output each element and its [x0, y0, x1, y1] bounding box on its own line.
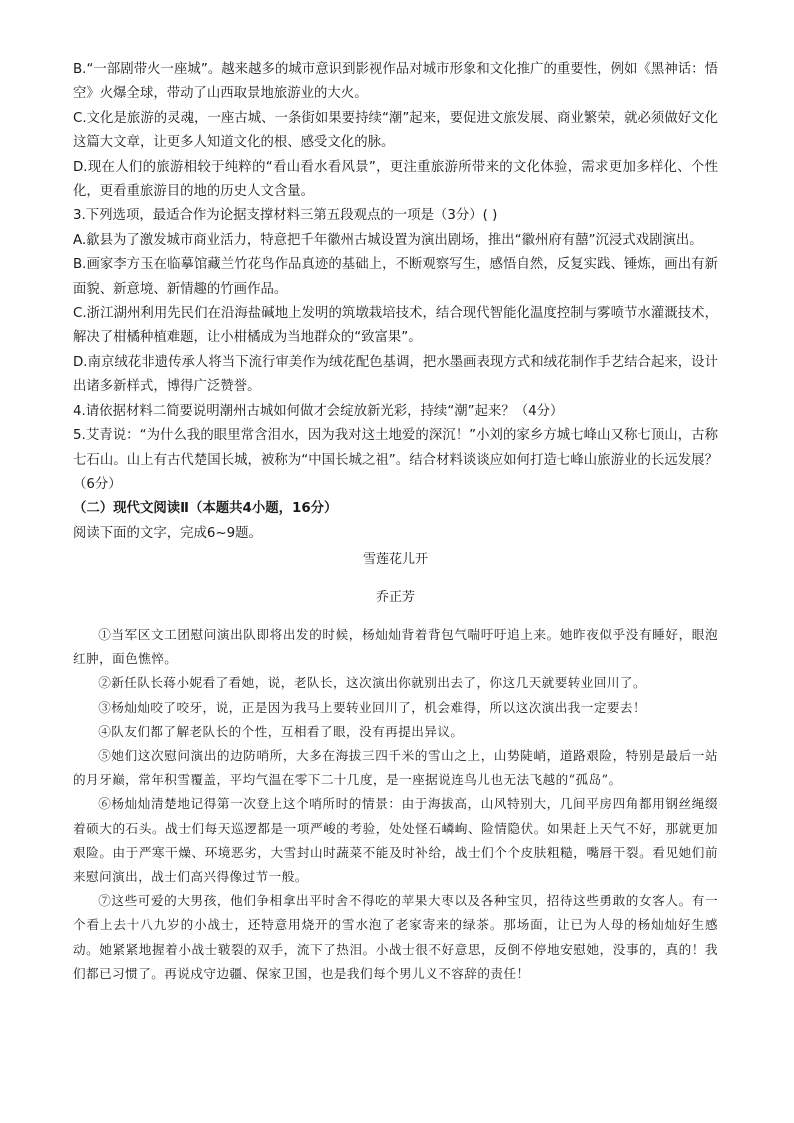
option-q3-d: D.南京绒花非遗传承人将当下流行审美作为绒花配色基调，把水墨画表现方式和绒花制作手艺结合起来，设计出诸多新样式，博得广泛赞誉。: [73, 354, 718, 395]
question-4: 4.请依据材料二简要说明潮州古城如何做才会绽放新光彩，持续“潮”起来？（4分）: [73, 403, 564, 419]
reading-instruction: 阅读下面的文字，完成6~9题。: [73, 525, 262, 541]
story-paragraph-6: ⑥杨灿灿清楚地记得第一次登上这个哨所时的情景：由于海拔高，山风特别大，几间平房四角都用钢丝绳缀着硕大的石头。战士们每天巡逻都是一项严峻的考验，处处怪石嶙峋、险情隐伏。如果赶上天气不好，那就更加艰险。由于严寒干燥、环境恶劣，大雪封山时蔬菜不能及时补给，战士们个个皮肤粗糙，嘴唇干裂。看见她们前来慰问演出，战士们高兴得像过节一般。: [73, 796, 718, 884]
question-5: 5.艾青说：“为什么我的眼里常含泪水，因为我对这土地爱的深沉！”小刘的家乡方城七峰山又称七顶山，古称七石山。山上有古代楚国长城，被称为“中国长城之祖”。结合材料谈谈应如何打造七峰山旅游业的长远发展？（6分）: [73, 428, 718, 492]
story-paragraph-1: ①当军区文工团慰问演出队即将出发的时候，杨灿灿背着背包气喘吁吁追上来。她昨夜似乎没有睡好，眼泡红肿，面色憔悴。: [73, 626, 718, 667]
story-paragraph-4: ④队友们都了解老队长的个性，互相看了眼，没有再提出异议。: [98, 723, 464, 739]
option-q3-c: C.浙江湖州利用先民们在沿海盐碱地上发明的筑墩栽培技术，结合现代智能化温度控制与雾喷节水灌溉技术，解决了柑橘种植难题，让小柑橘成为当地群众的“致富果”。: [73, 306, 718, 346]
story-paragraph-2: ②新任队长蒋小妮看了看她，说，老队长，这次演出你就别出去了，你这几天就要转业回川了。: [98, 675, 647, 691]
option-q3-b: B.画家李方玉在临摹馆藏兰竹花鸟作品真迹的基础上，不断观察写生，感悟自然，反复实践、锤炼，画出有新面貌、新意境、新情趣的竹画作品。: [73, 257, 718, 297]
question-3-stem: 3.下列选项，最适合作为论据支撑材料三第五段观点的一项是（3分）( ): [73, 208, 498, 224]
story-paragraph-5: ⑤她们这次慰问演出的边防哨所，大多在海拔三四千米的雪山之上，山势陡峭，道路艰险，特别是最后一站的月牙巅，常年积雪覆盖，平均气温在零下二十几度，是一座据说连鸟儿也无法飞越的“孤岛”。: [73, 747, 718, 788]
option-q2-d: D.现在人们的旅游相较于纯粹的“看山看水看风景”，更注重旅游所带来的文化体验，需求更加多样化、个性化，更看重旅游目的地的历史人文含量。: [73, 159, 718, 200]
story-title: 雪莲花儿开: [362, 552, 428, 568]
story-paragraph-7: ⑦这些可爱的大男孩，他们争相拿出平时舍不得吃的苹果大枣以及各种宝贝，招待这些勇敢的女客人。有一个看上去十八九岁的小战士，还特意用烧开的雪水泡了老家寄来的绿茶。那场面，让已为人母的杨灿灿好生感动。她紧紧地握着小战士皲裂的双手，流下了热泪。小战士很不好意思，反倒不停地安慰她，没事的，真的！我们都已习惯了。再说戍守边疆、保家卫国，也是我们每个男儿义不容辞的责任！: [73, 893, 718, 981]
option-q2-b: B.“一部剧带火一座城”。越来越多的城市意识到影视作品对城市形象和文化推广的重要性，例如《黑神话：悟空》火爆全球，带动了山西取景地旅游业的大火。: [73, 62, 718, 102]
story-paragraph-3: ③杨灿灿咬了咬牙，说，正是因为我马上要转业回川了，机会难得，所以这次演出我一定要去！: [98, 699, 647, 715]
option-q3-a: A.歙县为了激发城市商业活力，特意把千年徽州古城设置为演出剧场，推出“徽州府有囍”沉浸式戏剧演出。: [73, 232, 703, 248]
option-q2-c: C.文化是旅游的灵魂，一座古城、一条街如果要持续“潮”起来，要促进文旅发展、商业繁荣，就必须做好文化这篇大文章，让更多人知道文化的根、感受文化的脉。: [73, 110, 718, 151]
section-heading: （二）现代文阅读Ⅱ（本题共4小题，16分）: [73, 501, 338, 517]
story-author: 乔正芳: [375, 589, 415, 605]
